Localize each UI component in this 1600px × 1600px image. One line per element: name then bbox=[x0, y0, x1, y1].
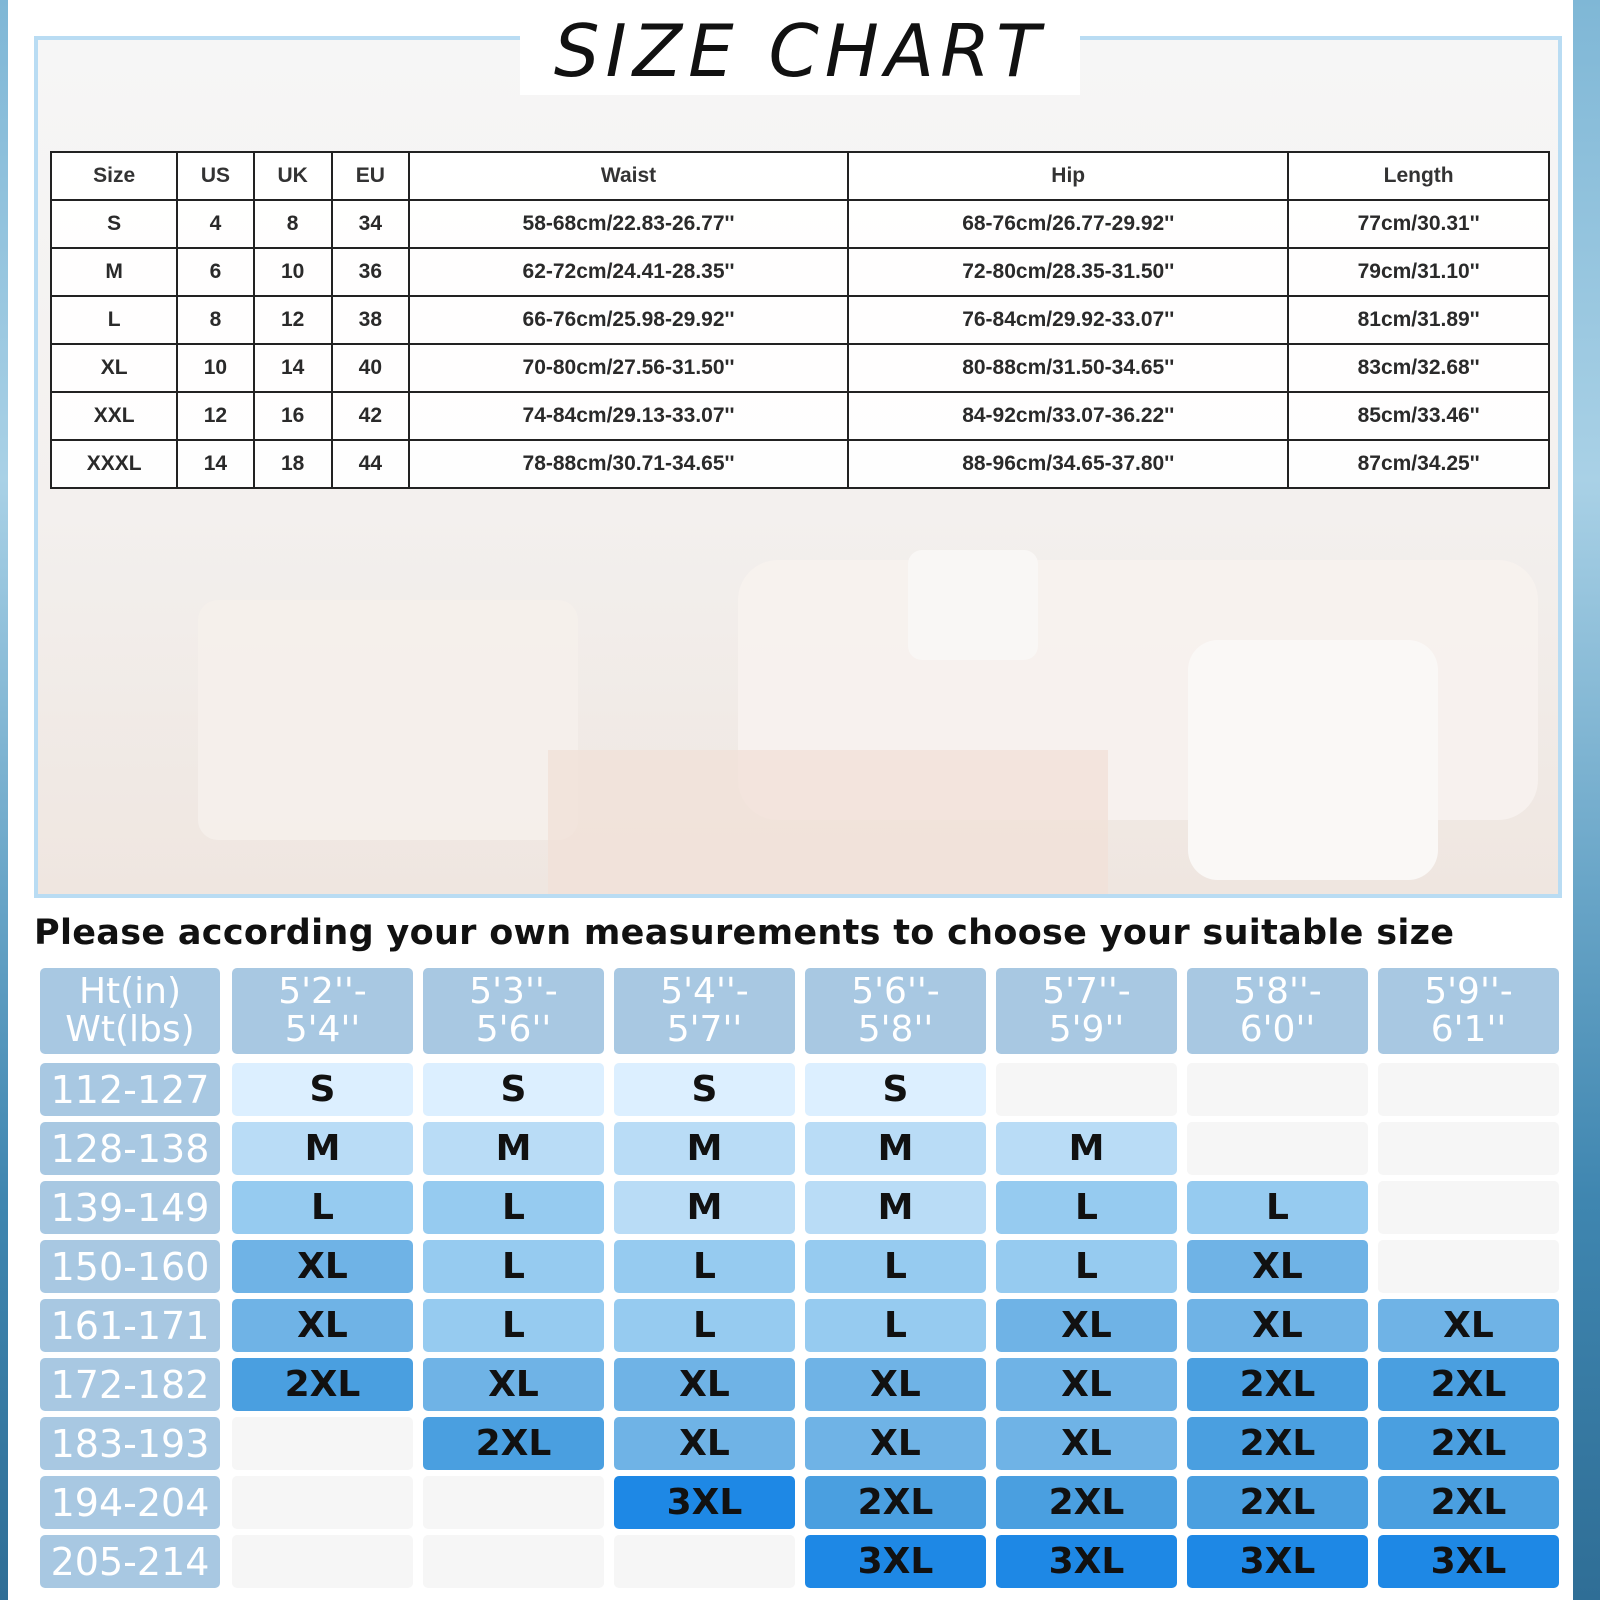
table-cell: S bbox=[51, 200, 177, 248]
size-cell: XL bbox=[996, 1299, 1177, 1352]
header-line: Wt(lbs) bbox=[65, 1009, 195, 1050]
table-cell: 36 bbox=[332, 248, 409, 296]
table-cell: 88-96cm/34.65-37.80'' bbox=[848, 440, 1288, 488]
table-row bbox=[51, 248, 1549, 296]
header-line: 6'0'' bbox=[1239, 1009, 1316, 1050]
table-cell: 8 bbox=[177, 296, 253, 344]
size-table-header-cell: Waist bbox=[409, 152, 848, 200]
size-table-header-cell: UK bbox=[254, 152, 332, 200]
header-line: 5'4'' bbox=[284, 1009, 361, 1050]
size-cell: 2XL bbox=[996, 1476, 1177, 1529]
table-cell: 76-84cm/29.92-33.07'' bbox=[848, 296, 1288, 344]
size-cell: L bbox=[423, 1299, 604, 1352]
size-guide-grid bbox=[40, 968, 1568, 1590]
size-cell: XL bbox=[805, 1417, 986, 1470]
empty-size-cell bbox=[1187, 1063, 1368, 1116]
header-line: 6'1'' bbox=[1430, 1009, 1507, 1050]
size-cell: XL bbox=[614, 1417, 795, 1470]
header-line: 5'7''- bbox=[1042, 971, 1131, 1012]
weight-label: 150-160 bbox=[40, 1240, 220, 1293]
size-cell: XL bbox=[805, 1358, 986, 1411]
table-cell: 80-88cm/31.50-34.65'' bbox=[848, 344, 1288, 392]
table-row bbox=[51, 296, 1549, 344]
header-line: 5'3''- bbox=[469, 971, 558, 1012]
empty-size-cell bbox=[996, 1063, 1177, 1116]
size-cell: 2XL bbox=[1187, 1476, 1368, 1529]
size-cell: 3XL bbox=[996, 1535, 1177, 1588]
header-line: 5'8''- bbox=[1233, 971, 1322, 1012]
table-cell: 62-72cm/24.41-28.35'' bbox=[409, 248, 848, 296]
size-cell: 2XL bbox=[423, 1417, 604, 1470]
background-pillow bbox=[908, 550, 1038, 660]
table-cell: 42 bbox=[332, 392, 409, 440]
size-cell: L bbox=[996, 1181, 1177, 1234]
height-header bbox=[232, 968, 413, 1054]
weight-label: 139-149 bbox=[40, 1181, 220, 1234]
weight-label: 183-193 bbox=[40, 1417, 220, 1470]
size-cell: L bbox=[805, 1240, 986, 1293]
empty-size-cell bbox=[1378, 1122, 1559, 1175]
empty-size-cell bbox=[1378, 1240, 1559, 1293]
size-table-header bbox=[51, 152, 1549, 200]
table-cell: 8 bbox=[254, 200, 332, 248]
size-cell: 2XL bbox=[1378, 1476, 1559, 1529]
header-line: 5'7'' bbox=[666, 1009, 743, 1050]
size-cell: L bbox=[1187, 1181, 1368, 1234]
table-cell: 77cm/30.31'' bbox=[1288, 200, 1549, 248]
size-cell: L bbox=[614, 1299, 795, 1352]
size-cell: 2XL bbox=[1187, 1417, 1368, 1470]
weight-label: 112-127 bbox=[40, 1063, 220, 1116]
size-cell: L bbox=[423, 1240, 604, 1293]
size-cell: XL bbox=[1187, 1240, 1368, 1293]
background-throw bbox=[1188, 640, 1438, 880]
size-cell: XL bbox=[1187, 1299, 1368, 1352]
header-line: 5'9'' bbox=[1048, 1009, 1125, 1050]
size-cell: XL bbox=[232, 1240, 413, 1293]
size-cell: 3XL bbox=[805, 1535, 986, 1588]
size-cell: L bbox=[805, 1299, 986, 1352]
table-cell: L bbox=[51, 296, 177, 344]
table-cell: 40 bbox=[332, 344, 409, 392]
table-cell: 83cm/32.68'' bbox=[1288, 344, 1549, 392]
header-line: 5'8'' bbox=[857, 1009, 934, 1050]
corner-header bbox=[40, 968, 220, 1054]
size-cell: M bbox=[996, 1122, 1177, 1175]
table-cell: 84-92cm/33.07-36.22'' bbox=[848, 392, 1288, 440]
background-armchair bbox=[198, 600, 578, 840]
empty-size-cell bbox=[1378, 1063, 1559, 1116]
table-cell: 12 bbox=[177, 392, 253, 440]
table-cell: 74-84cm/29.13-33.07'' bbox=[409, 392, 848, 440]
size-table-body bbox=[51, 200, 1549, 488]
weight-label: 194-204 bbox=[40, 1476, 220, 1529]
size-cell: 3XL bbox=[1187, 1535, 1368, 1588]
size-cell: XL bbox=[996, 1417, 1177, 1470]
guide-heading: Please according your own measurements to choose your suitable size bbox=[34, 913, 1455, 953]
empty-size-cell bbox=[232, 1476, 413, 1529]
table-row bbox=[51, 440, 1549, 488]
size-cell: M bbox=[232, 1122, 413, 1175]
header-line: 5'9''- bbox=[1424, 971, 1513, 1012]
table-cell: M bbox=[51, 248, 177, 296]
size-cell: XL bbox=[996, 1358, 1177, 1411]
size-cell: XL bbox=[423, 1358, 604, 1411]
empty-size-cell bbox=[1378, 1181, 1559, 1234]
table-cell: 18 bbox=[254, 440, 332, 488]
size-cell: M bbox=[614, 1181, 795, 1234]
size-cell: 2XL bbox=[232, 1358, 413, 1411]
table-cell: 78-88cm/30.71-34.65'' bbox=[409, 440, 848, 488]
height-header bbox=[1187, 968, 1368, 1054]
table-cell: 16 bbox=[254, 392, 332, 440]
header-line: 5'4''- bbox=[660, 971, 749, 1012]
size-cell: 2XL bbox=[1378, 1358, 1559, 1411]
table-cell: 68-76cm/26.77-29.92'' bbox=[848, 200, 1288, 248]
table-cell: 34 bbox=[332, 200, 409, 248]
size-cell: L bbox=[423, 1181, 604, 1234]
table-cell: XXL bbox=[51, 392, 177, 440]
weight-label: 128-138 bbox=[40, 1122, 220, 1175]
header-line: 5'6'' bbox=[475, 1009, 552, 1050]
table-cell: 81cm/31.89'' bbox=[1288, 296, 1549, 344]
size-cell: S bbox=[232, 1063, 413, 1116]
height-header bbox=[996, 968, 1177, 1054]
size-table-header-cell: Length bbox=[1288, 152, 1549, 200]
size-cell: 2XL bbox=[1187, 1358, 1368, 1411]
empty-size-cell bbox=[614, 1535, 795, 1588]
page-title: SIZE CHART bbox=[553, 9, 1047, 93]
empty-size-cell bbox=[232, 1535, 413, 1588]
table-cell: 85cm/33.46'' bbox=[1288, 392, 1549, 440]
empty-size-cell bbox=[423, 1535, 604, 1588]
table-cell: 10 bbox=[177, 344, 253, 392]
size-table-header-cell: US bbox=[177, 152, 253, 200]
size-cell: L bbox=[614, 1240, 795, 1293]
size-cell: XL bbox=[1378, 1299, 1559, 1352]
size-table-header-cell: Hip bbox=[848, 152, 1288, 200]
table-cell: 70-80cm/27.56-31.50'' bbox=[409, 344, 848, 392]
size-cell: M bbox=[805, 1122, 986, 1175]
empty-size-cell bbox=[232, 1417, 413, 1470]
size-cell: 3XL bbox=[1378, 1535, 1559, 1588]
table-cell: 79cm/31.10'' bbox=[1288, 248, 1549, 296]
table-cell: 66-76cm/25.98-29.92'' bbox=[409, 296, 848, 344]
size-cell: M bbox=[805, 1181, 986, 1234]
table-cell: 14 bbox=[254, 344, 332, 392]
table-cell: 87cm/34.25'' bbox=[1288, 440, 1549, 488]
table-cell: 4 bbox=[177, 200, 253, 248]
size-cell: S bbox=[805, 1063, 986, 1116]
weight-label: 172-182 bbox=[40, 1358, 220, 1411]
table-cell: 38 bbox=[332, 296, 409, 344]
size-cell: L bbox=[996, 1240, 1177, 1293]
background-coffee-table bbox=[548, 750, 1108, 898]
empty-size-cell bbox=[423, 1476, 604, 1529]
table-cell: 58-68cm/22.83-26.77'' bbox=[409, 200, 848, 248]
table-row bbox=[51, 392, 1549, 440]
weight-label: 161-171 bbox=[40, 1299, 220, 1352]
header-line: Ht(in) bbox=[78, 971, 182, 1012]
weight-label: 205-214 bbox=[40, 1535, 220, 1588]
empty-size-cell bbox=[1187, 1122, 1368, 1175]
height-header bbox=[805, 968, 986, 1054]
table-row bbox=[51, 200, 1549, 248]
table-cell: 44 bbox=[332, 440, 409, 488]
header-line: 5'6''- bbox=[851, 971, 940, 1012]
size-cell: M bbox=[423, 1122, 604, 1175]
table-cell: 10 bbox=[254, 248, 332, 296]
size-table-header-cell: EU bbox=[332, 152, 409, 200]
height-header bbox=[614, 968, 795, 1054]
size-cell: M bbox=[614, 1122, 795, 1175]
size-cell: XL bbox=[614, 1358, 795, 1411]
size-cell: 2XL bbox=[1378, 1417, 1559, 1470]
table-cell: 6 bbox=[177, 248, 253, 296]
header-line: 5'2''- bbox=[278, 971, 367, 1012]
height-header bbox=[1378, 968, 1559, 1054]
size-cell: L bbox=[232, 1181, 413, 1234]
size-cell: S bbox=[423, 1063, 604, 1116]
size-cell: S bbox=[614, 1063, 795, 1116]
size-cell: XL bbox=[232, 1299, 413, 1352]
table-cell: 72-80cm/28.35-31.50'' bbox=[848, 248, 1288, 296]
table-cell: 12 bbox=[254, 296, 332, 344]
table-row bbox=[51, 344, 1549, 392]
size-cell: 2XL bbox=[805, 1476, 986, 1529]
height-header bbox=[423, 968, 604, 1054]
table-cell: XXXL bbox=[51, 440, 177, 488]
size-cell: 3XL bbox=[614, 1476, 795, 1529]
size-table bbox=[50, 151, 1550, 489]
size-table-header-cell: Size bbox=[51, 152, 177, 200]
table-cell: XL bbox=[51, 344, 177, 392]
table-cell: 14 bbox=[177, 440, 253, 488]
